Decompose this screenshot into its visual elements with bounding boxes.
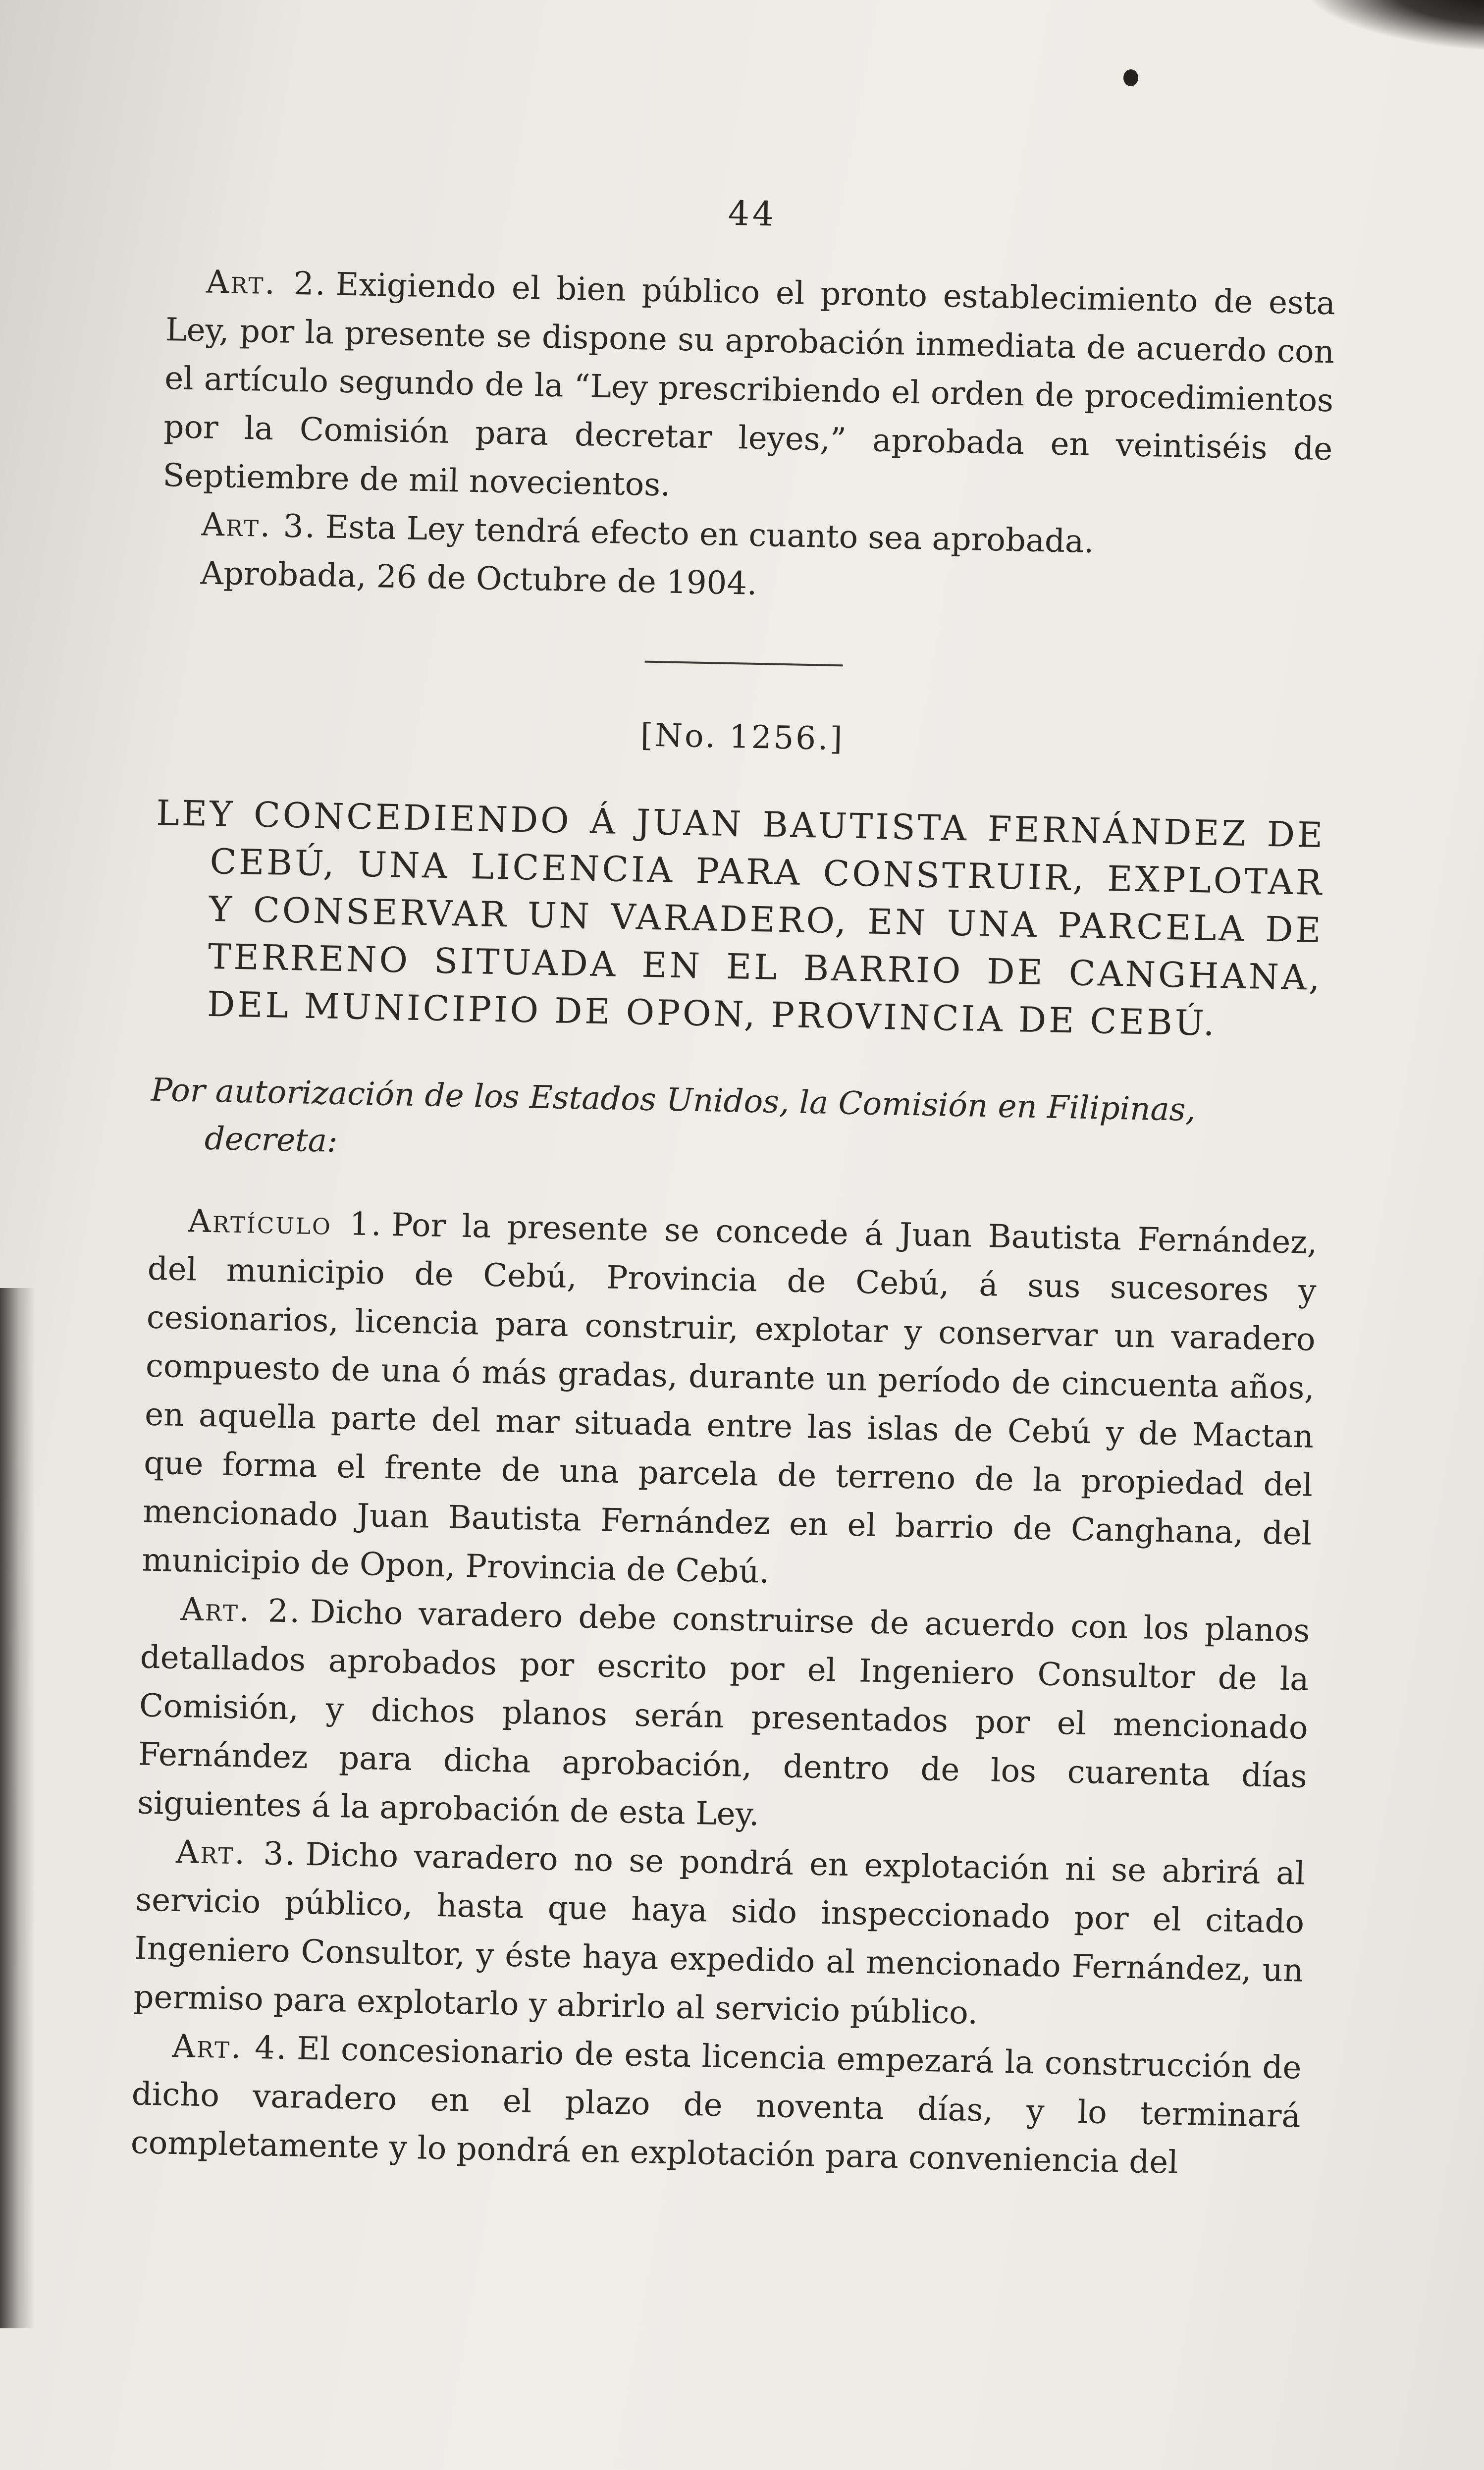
page-number: 44 <box>728 194 778 234</box>
approval-line: Aprobada, 26 de Octubre de 1904. <box>200 555 758 602</box>
article-label: Art. 4. <box>172 2028 288 2067</box>
article-paragraph <box>137 1584 1310 1849</box>
article-text: El concesionario de esta licencia empezará la construcción de dicho varadero en el plazo de noventa días, y lo terminará completamente y lo pondrá en explotación para conveniencia del <box>130 2030 1302 2181</box>
article-paragraph <box>133 1827 1306 2043</box>
article-text: Dicho varadero debe construirse de acuerdo con los planos detallados aprobados por escrito por el Ingeniero Consultor de la Comisión, y dichos planos serán presentados por el mencionado Fernández para dicha aprobación, dentro de los cuarenta días siguientes á la aprobación de esta Ley. <box>137 1594 1311 1833</box>
law-title: LEY CONCEDIENDO Á JUAN BAUTISTA FERNÁNDEZ DE CEBÚ, UNA LICENCIA PARA CONSTRUIR, EXPLOTAR Y CONSERVAR UN VARADERO, EN UNA PARCELA DE TERRENO SITUADA EN EL BARRIO DE CANGHANA, DEL MUNICIPIO DE OPON, PROVINCIA DE CEBÚ. <box>156 792 1325 1044</box>
article-text: Por la presente se concede á Juan Bautista Fernández, del municipio de Cebú, Provincia de Cebú, á sus sucesores y cesionarios, licencia para construir, explotar y conservar un varadero compuesto de una ó más gradas, durante un período de cincuenta años, en aquella parte del mar situada entre las islas de Cebú y de Mactan que forma el frente de una parcela de terreno de la propiedad del mencionado Juan Bautista Fernández en el barrio de Canghana, del municipio de Opon, Provincia de Cebú. <box>141 1207 1318 1591</box>
article-text: Exigiendo el bien público el pronto establecimiento de esta Ley, por la presente se dispone su aprobación inmediata de acuerdo con el artículo segundo de la “Ley prescribiendo el orden de procedimientos por la Comisión para decretar leyes,” aprobada en veintiséis de Septiembre de mil novecientos. <box>162 266 1336 504</box>
article-label: Art. 3. <box>175 1833 297 1873</box>
law-number: [No. 1256.] <box>640 717 845 758</box>
ink-speck <box>1123 69 1138 86</box>
article-label: Art. 2. <box>180 1591 302 1630</box>
enacting-clause: Por autorización de los Estados Unidos, la Comisión en Filipinas, decreta: <box>151 1072 1196 1160</box>
article-paragraph <box>130 2021 1302 2189</box>
article-paragraph <box>142 1196 1318 1607</box>
binding-shadow <box>0 1288 35 2328</box>
article-paragraph <box>162 257 1336 522</box>
article-label: Artículo 1. <box>188 1203 383 1243</box>
article-text: Esta Ley tendrá efecto en cuanto sea aprobada. <box>325 509 1095 560</box>
article-text: Dicho varadero no se pondrá en explotación ni se abrirá al servicio público, hasta que haya sido inspeccionado por el citado Ingeniero Consultor, y éste haya expedido al mencionado Fernández, un permiso para explotarlo y abrirlo al servicio público. <box>133 1836 1306 2032</box>
article-label: Art. 3. <box>201 506 317 545</box>
page-content <box>130 183 1337 2190</box>
article-label: Art. 2. <box>206 264 327 303</box>
section-divider <box>645 661 843 667</box>
scan-corner-shadow <box>1303 0 1484 52</box>
